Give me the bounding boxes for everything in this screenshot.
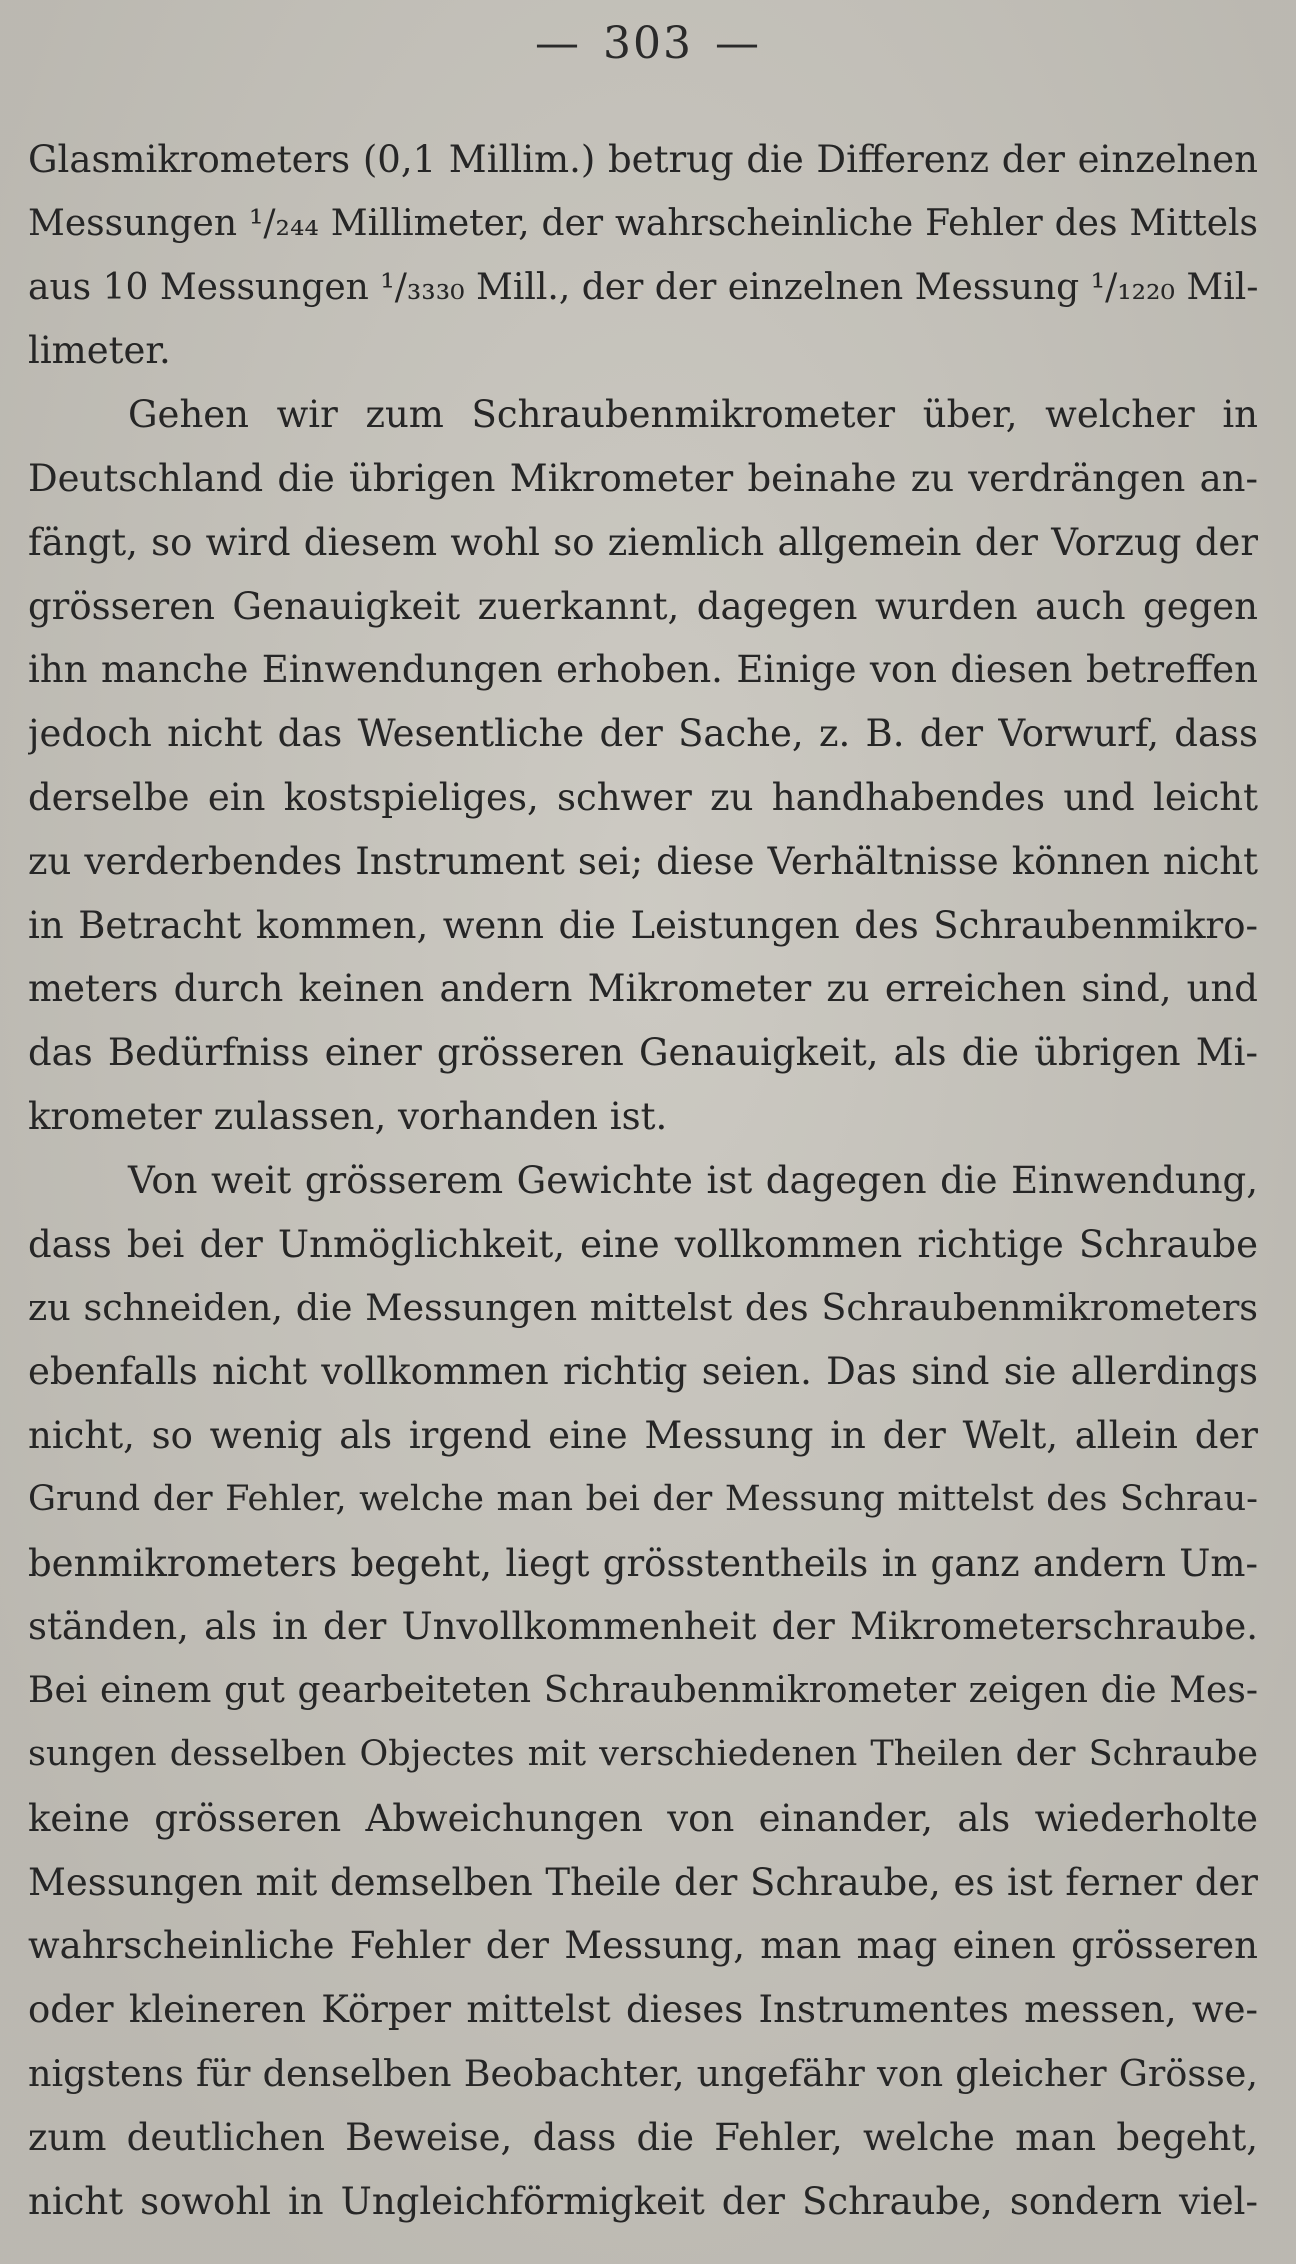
text-line: ebenfalls nicht vollkommen richtig seien. Das sind sie allerdings — [28, 1350, 1258, 1394]
text-line: aus 10 Messungen ¹/₃₃₃₀ Mill., der der einzelnen Messung ¹/₁₂₂₀ Mil- — [28, 266, 1258, 308]
text-line: Von weit grösserem Gewichte ist dagegen die Einwendung, — [128, 1158, 1258, 1202]
body-text — [28, 128, 1258, 2233]
text-line: nicht sowohl in Ungleichförmigkeit der Schraube, sondern viel- — [28, 2179, 1258, 2223]
text-line: Messungen mit demselben Theile der Schraube, es ist ferner der — [28, 1860, 1258, 1904]
text-line: nicht, so wenig als irgend eine Messung in der Welt, allein der — [28, 1413, 1258, 1457]
text-line: benmikrometers begeht, liegt grösstentheils in ganz andern Um- — [28, 1541, 1258, 1585]
text-line: derselbe ein kostspieliges, schwer zu handhabendes und leicht — [28, 775, 1258, 819]
page-number: 303 — [603, 18, 693, 69]
text-line: Deutschland die übrigen Mikrometer beinahe zu verdrängen an- — [28, 456, 1258, 500]
text-line: oder kleineren Körper mittelst dieses Instrumentes messen, we- — [28, 1988, 1258, 2032]
text-line: meters durch keinen andern Mikrometer zu erreichen sind, und — [28, 967, 1258, 1011]
text-line: zum deutlichen Beweise, dass die Fehler, welche man begeht, — [28, 2115, 1258, 2159]
right-dash: — — [714, 18, 761, 69]
text-line: wahrscheinliche Fehler der Messung, man mag einen grösseren — [28, 1924, 1258, 1968]
text-line: dass bei der Unmöglichkeit, eine vollkommen richtige Schraube — [28, 1222, 1258, 1266]
text-line: keine grösseren Abweichungen von einander, als wiederholte — [28, 1796, 1258, 1840]
text-line: Messungen ¹/₂₄₄ Millimeter, der wahrscheinliche Fehler des Mittels — [28, 202, 1258, 244]
text-line: Glasmikrometers (0,1 Millim.) betrug die Differenz der einzelnen — [28, 138, 1258, 181]
text-line: Bei einem gut gearbeiteten Schraubenmikrometer zeigen die Mes- — [28, 1670, 1258, 1712]
text-line: in Betracht kommen, wenn die Leistungen des Schraubenmikro- — [28, 903, 1258, 947]
page-number-header — [0, 18, 1296, 69]
text-line: nigstens für denselben Beobachter, ungefähr von gleicher Grösse, — [28, 2051, 1258, 2095]
text-line: Grund der Fehler, welche man bei der Messung mittelst des Schrau- — [28, 1478, 1258, 1519]
text-line: sungen desselben Objectes mit verschiedenen Theilen der Schraube — [28, 1733, 1258, 1774]
text-line: zu verderbendes Instrument sei; diese Verhältnisse können nicht — [28, 839, 1258, 883]
text-line: jedoch nicht das Wesentliche der Sache, z. B. der Vorwurf, dass — [28, 712, 1258, 756]
text-line: krometer zulassen, vorhanden ist. — [28, 1094, 668, 1138]
text-line: ständen, als in der Unvollkommenheit der Mikrometerschraube. — [28, 1605, 1258, 1649]
text-line: fängt, so wird diesem wohl so ziemlich allgemein der Vorzug der — [28, 520, 1258, 564]
text-line: Gehen wir zum Schraubenmikrometer über, welcher in — [128, 393, 1258, 437]
text-line: grösseren Genauigkeit zuerkannt, dagegen wurden auch gegen — [28, 584, 1258, 628]
left-dash: — — [535, 18, 581, 69]
text-line: das Bedürfniss einer grösseren Genauigkeit, als die übrigen Mi- — [28, 1031, 1258, 1075]
text-line: ihn manche Einwendungen erhoben. Einige von diesen betreffen — [28, 648, 1258, 692]
text-line: zu schneiden, die Messungen mittelst des Schraubenmikrometers — [28, 1286, 1258, 1330]
text-line: limeter. — [28, 329, 171, 373]
